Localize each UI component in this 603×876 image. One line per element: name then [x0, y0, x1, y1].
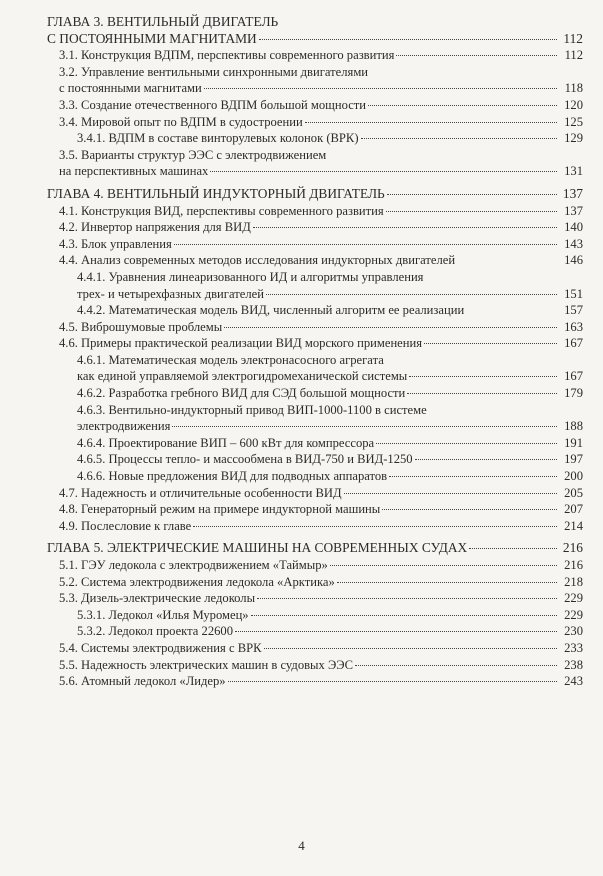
toc-entry-title: 5.3.1. Ледокол «Илья Муромец»: [77, 607, 249, 622]
toc-entry-title: 4.9. Послесловие к главе: [59, 518, 192, 533]
toc-entry-line: [47, 64, 583, 81]
toc-entry-line: [47, 435, 583, 452]
toc-page-number: 140: [564, 220, 583, 235]
dot-leader: [251, 615, 557, 616]
dot-leader: [396, 55, 557, 56]
dot-leader: [172, 426, 557, 427]
toc-entry-line: [47, 485, 583, 502]
toc-entry-line: [47, 319, 583, 336]
page-number: 4: [298, 838, 305, 853]
toc-entry-title: 5.1. ГЭУ ледокола с электродвижением «Таймыр»: [59, 558, 328, 572]
toc-entry-line: [47, 47, 583, 64]
dot-leader: [305, 122, 557, 123]
toc-page-number: 167: [564, 369, 583, 384]
toc-page-number: 200: [564, 469, 583, 484]
toc-page-number: 163: [564, 319, 583, 334]
dot-leader: [174, 244, 557, 245]
toc-entry-title: 4.8. Генераторный режим на примере индукторной машины: [59, 502, 381, 517]
toc-entry-line: [47, 130, 583, 147]
toc-entry-title: 4.5. Виброшумовые проблемы: [59, 319, 223, 334]
toc-page-number: 197: [564, 452, 583, 467]
toc-page-number: 143: [564, 236, 583, 251]
toc-chapter-line: [47, 31, 583, 48]
dot-leader: [224, 327, 557, 328]
toc-entry-title: 4.6.1. Математическая модель электронасосного агрегата: [77, 352, 384, 367]
toc-page-number: 120: [564, 97, 583, 112]
toc-entry-line: [47, 302, 583, 319]
toc-entry-line: [47, 385, 583, 402]
toc-page-number: 218: [564, 574, 583, 589]
toc-page-number: 137: [564, 203, 583, 218]
toc-page-number: 112: [564, 48, 583, 63]
dot-leader: [368, 105, 557, 106]
toc-entry-line: [47, 673, 583, 690]
toc-entry-line: [47, 114, 583, 131]
toc-entry-title: трех- и четырехфазных двигателей: [77, 286, 264, 301]
dot-leader: [253, 227, 557, 228]
toc-page-number: 233: [564, 640, 583, 655]
toc-chapter-line: [47, 186, 583, 203]
toc-entry-title: 3.5. Варианты структур ЭЭС с электродвижением: [59, 147, 327, 162]
toc-entry-line: [47, 501, 583, 518]
toc-page-number: 238: [564, 657, 583, 672]
toc-page-number: 131: [564, 164, 583, 179]
toc-entry-title: 4.7. Надежность и отличительные особенности ВИД: [59, 485, 342, 500]
toc-entry-title: 4.6.3. Вентильно-индукторный привод ВИП-1000-1100 в системе: [77, 402, 427, 417]
toc-page-number: 207: [564, 502, 583, 517]
toc-page-number: 167: [564, 336, 583, 351]
toc-entry-title: электродвижения: [77, 419, 171, 434]
toc-page-number: 216: [562, 540, 583, 556]
toc-entry-title: 4.4.2. Математическая модель ВИД, численный алгоритм ее реализации: [77, 303, 465, 318]
dot-leader: [355, 665, 557, 666]
toc-chapter-line: [47, 540, 583, 557]
toc-entry-title: 4.2. Инвертор напряжения для ВИД: [59, 220, 251, 235]
dot-leader: [337, 582, 557, 583]
toc-entry-line: [47, 147, 583, 164]
toc-entry-title: 3.4.1. ВДПМ в составе винторулевых колонок (ВРК): [77, 131, 359, 146]
toc-entry-title: 5.6. Атомный ледокол «Лидер»: [59, 674, 226, 689]
toc-entry-title: 4.1. Конструкция ВИД, перспективы современного развития: [59, 203, 384, 218]
dot-leader: [266, 294, 557, 295]
toc-page-number: 157: [564, 303, 583, 318]
dot-leader: [386, 211, 557, 212]
toc-entry-line: [47, 352, 583, 369]
dot-leader: [204, 88, 557, 89]
toc-entry-title: 5.3. Дизель-электрические ледоколы: [59, 591, 256, 606]
toc-entry-title: ГЛАВА 3. ВЕНТИЛЬНЫЙ ДВИГАТЕЛЬ: [47, 14, 279, 29]
toc-entry-line: [47, 640, 583, 657]
toc-page-number: 146: [564, 253, 583, 268]
toc-entry-title: 4.6.4. Проектирование ВИП – 600 кВт для компрессора: [77, 435, 375, 450]
dot-leader: [330, 565, 557, 566]
toc-entry-line: [47, 236, 583, 253]
toc-page-number: 179: [564, 386, 583, 401]
toc-entry-title: с постоянными магнитами: [59, 81, 202, 96]
toc-page-number: 229: [564, 591, 583, 606]
toc-entry-title: 3.1. Конструкция ВДПМ, перспективы современного развития: [59, 48, 395, 63]
toc-entry-title: 4.3. Блок управления: [59, 236, 172, 251]
toc-entry-line: [47, 623, 583, 640]
table-of-contents: [47, 14, 583, 690]
toc-page-number: 205: [564, 485, 583, 500]
dot-leader: [193, 526, 557, 527]
toc-entry-title: 4.6. Примеры практической реализации ВИД морского применения: [59, 336, 423, 351]
toc-entry-line: [47, 219, 583, 236]
toc-entry-title: 3.4. Мировой опыт по ВДПМ в судостроении: [59, 114, 303, 129]
toc-entry-title: 5.4. Системы электродвижения с ВРК: [59, 640, 262, 655]
dot-leader: [361, 138, 557, 139]
toc-entry-line: [47, 203, 583, 220]
toc-page-number: 129: [564, 131, 583, 146]
toc-page-number: 243: [564, 674, 583, 689]
toc-entry-line: [47, 335, 583, 352]
dot-leader: [376, 443, 557, 444]
toc-entry-title: на перспективных машинах: [59, 164, 209, 179]
dot-leader: [259, 39, 557, 40]
toc-entry-line: [47, 286, 583, 303]
toc-chapter-line: [47, 14, 583, 31]
toc-entry-line: [47, 451, 583, 468]
toc-page-number: 125: [564, 114, 583, 129]
toc-entry-line: [47, 657, 583, 674]
toc-entry-line: [47, 252, 583, 269]
dot-leader: [407, 393, 557, 394]
toc-entry-title: 3.2. Управление вентильными синхронными двигателями: [59, 64, 369, 79]
toc-page-number: 214: [564, 518, 583, 533]
toc-entry-title: 3.3. Создание отечественного ВДПМ большой мощности: [59, 97, 367, 112]
dot-leader: [387, 194, 557, 195]
toc-entry-line: [47, 557, 583, 574]
dot-leader: [469, 548, 557, 549]
toc-entry-title: как единой управляемой электрогидромеханической системы: [77, 369, 408, 384]
toc-entry-line: [47, 574, 583, 591]
toc-entry-title: ГЛАВА 5. ЭЛЕКТРИЧЕСКИЕ МАШИНЫ НА СОВРЕМЕННЫХ СУДАХ: [47, 540, 468, 556]
toc-page-number: 137: [562, 185, 583, 201]
toc-entry-title: 4.6.6. Новые предложения ВИД для подводных аппаратов: [77, 469, 388, 484]
toc-entry-title: 4.6.2. Разработка гребного ВИД для СЭД большой мощности: [77, 386, 406, 401]
toc-entry-title: 5.3.2. Ледокол проекта 22600: [77, 624, 234, 639]
dot-leader: [235, 631, 557, 632]
toc-entry-line: [47, 97, 583, 114]
toc-page-number: 229: [564, 607, 583, 622]
toc-entry-title: 4.4.1. Уравнения линеаризованного ИД и алгоритмы управления: [77, 269, 424, 284]
toc-entry-line: [47, 368, 583, 385]
toc-page-number: 188: [564, 419, 583, 434]
toc-entry-line: [47, 402, 583, 419]
toc-entry-title: 4.4. Анализ современных методов исследования индукторных двигателей: [59, 253, 456, 268]
dot-leader: [382, 509, 557, 510]
toc-entry-line: [47, 163, 583, 180]
dot-leader: [415, 459, 557, 460]
toc-entry-title: 5.2. Система электродвижения ледокола «Арктика»: [59, 574, 335, 589]
toc-entry-line: [47, 418, 583, 435]
toc-page-number: 151: [564, 286, 583, 301]
toc-entry-line: [47, 80, 583, 97]
toc-page-number: 230: [564, 624, 583, 639]
toc-entry-title: 4.6.5. Процессы тепло- и массообмена в ВИД-750 и ВИД-1250: [77, 452, 413, 467]
dot-leader: [424, 343, 557, 344]
dot-leader: [257, 598, 557, 599]
toc-entry-line: [47, 269, 583, 286]
toc-entry-line: [47, 468, 583, 485]
toc-entry-line: [47, 518, 583, 535]
dot-leader: [344, 493, 557, 494]
dot-leader: [389, 476, 557, 477]
toc-entry-title: С ПОСТОЯННЫМИ МАГНИТАМИ: [47, 30, 257, 46]
dot-leader: [210, 171, 557, 172]
toc-page-number: 191: [564, 435, 583, 450]
toc-entry-line: [47, 590, 583, 607]
toc-entry-title: 5.5. Надежность электрических машин в судовых ЭЭС: [59, 657, 353, 672]
toc-page-number: 112: [563, 30, 583, 46]
toc-page-number: 216: [564, 558, 583, 572]
dot-leader: [228, 681, 557, 682]
dot-leader: [264, 648, 557, 649]
toc-entry-line: [47, 607, 583, 624]
toc-entry-title: ГЛАВА 4. ВЕНТИЛЬНЫЙ ИНДУКТОРНЫЙ ДВИГАТЕЛЬ: [47, 185, 385, 201]
toc-page-number: 118: [564, 81, 583, 96]
dot-leader: [409, 376, 557, 377]
